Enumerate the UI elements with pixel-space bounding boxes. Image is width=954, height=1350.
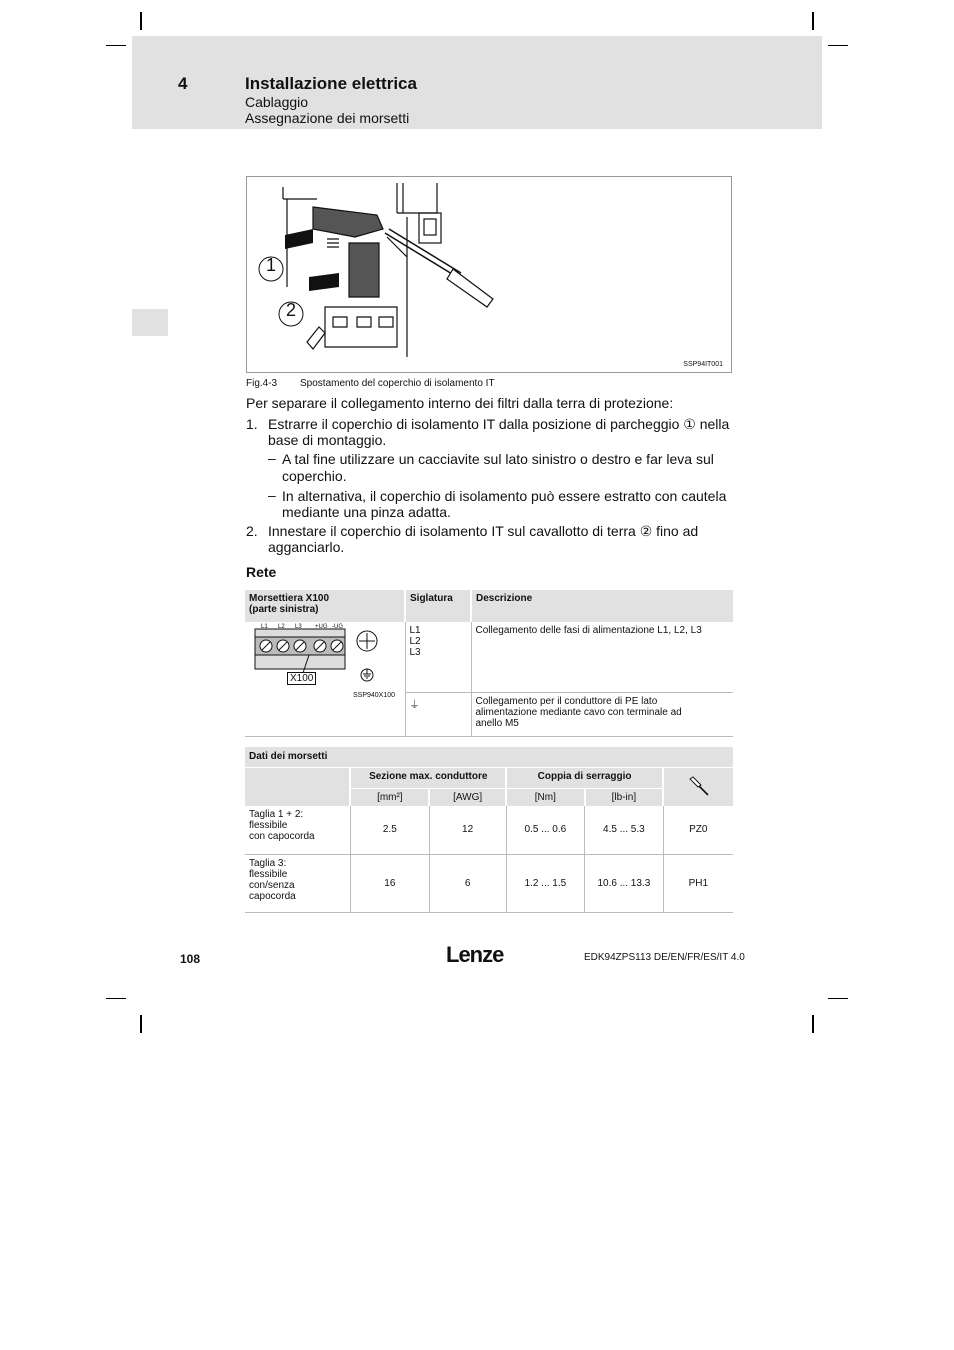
- header-conductor-section: Sezione max. conduttore: [350, 768, 506, 788]
- terminal-image-code: SSP940X100: [353, 692, 396, 699]
- value-lbin: 4.5 ... 5.3: [585, 806, 664, 854]
- step-1-line-2: base di montaggio.: [268, 432, 387, 448]
- description-pe-cell: [471, 692, 733, 736]
- sub-step-2-line-1: In alternativa, il coperchio di isolamento può essere estratto con cautela: [282, 488, 727, 504]
- terminal-label-l1: L1: [261, 624, 268, 630]
- device-drawing: [247, 177, 731, 372]
- crop-mark: [140, 12, 142, 30]
- crop-mark: [812, 12, 814, 30]
- value-nm: 1.2 ... 1.5: [506, 854, 585, 912]
- data-header-empty: [245, 768, 350, 806]
- terminal-label-plus-ug: +UG: [315, 624, 328, 630]
- screwdriver-icon-svg: [688, 775, 710, 797]
- description-pe-line-1: Collegamento per il conduttore di PE lato: [475, 695, 658, 707]
- size-line: Taglia 1 + 2:: [249, 809, 304, 820]
- terminal-image-cell: [245, 622, 405, 736]
- screwdriver-icon: [663, 768, 733, 806]
- marking-pe-cell: [405, 692, 471, 736]
- crop-mark: [106, 998, 126, 999]
- description-cell: Collegamento delle fasi di alimentazione L1, L2, L3: [475, 625, 702, 636]
- dash-bullet: –: [268, 450, 276, 466]
- table-row: [245, 806, 733, 854]
- header-description: Descrizione: [471, 590, 733, 622]
- unit-mm2: [mm²]: [350, 788, 429, 806]
- terminal-data-table: [245, 768, 733, 913]
- callout-2: 2: [285, 300, 296, 320]
- size-cell: [245, 806, 350, 854]
- step-1-line-1: Estrarre il coperchio di isolamento IT dalla posizione di parcheggio ① nella: [268, 416, 730, 432]
- sub-step-2-line-2: mediante una pinza adatta.: [282, 504, 451, 520]
- data-table-title: Dati dei morsetti: [245, 747, 733, 767]
- value-tool: PZ0: [689, 824, 708, 836]
- caption-number: Fig.4-3: [246, 378, 278, 389]
- intro-text: Per separare il collegamento interno dei filtri dalla terra di protezione:: [246, 395, 674, 411]
- sub-step-1-line-2: coperchio.: [282, 468, 347, 484]
- marking-l3: L3: [409, 647, 421, 658]
- header-band: [132, 36, 822, 129]
- crop-mark: [828, 998, 848, 999]
- page-number: 108: [180, 952, 201, 966]
- chapter-title: Installazione elettrica: [245, 74, 417, 93]
- value-awg: 12: [429, 806, 506, 854]
- terminal-label-l3: L3: [295, 624, 302, 630]
- marking-l1: L1: [409, 625, 421, 636]
- marking-cell: [405, 622, 471, 692]
- terminal-label-l2: L2: [278, 624, 285, 630]
- section-title-rete: Rete: [246, 564, 277, 580]
- dash-bullet: –: [268, 487, 276, 503]
- header-terminal: [245, 590, 405, 622]
- size-line: capocorda: [249, 890, 296, 902]
- chapter-number: 4: [178, 74, 188, 93]
- header-tightening-torque: Coppia di serraggio: [506, 768, 663, 788]
- lenze-logo: Lenze: [446, 942, 504, 967]
- figure-illustration: [246, 176, 732, 373]
- header-terminal-line-2: (parte sinistra): [249, 604, 319, 615]
- unit-nm: [Nm]: [506, 788, 585, 806]
- size-cell: [245, 854, 350, 912]
- size-line: flessibile: [249, 820, 288, 831]
- crop-mark: [140, 1015, 142, 1033]
- size-line: flessibile: [249, 868, 288, 880]
- step-2-line-2: agganciarlo.: [268, 539, 345, 555]
- description-pe-line-3: anello M5: [475, 717, 519, 729]
- value-awg: 6: [429, 854, 506, 912]
- terminal-block-drawing: [249, 625, 389, 687]
- terminal-table: [245, 590, 733, 737]
- step-1-number: 1.: [246, 416, 258, 432]
- step-2-number: 2.: [246, 523, 258, 539]
- x100-label: X100: [287, 672, 316, 685]
- description-pe-line-2: alimentazione mediante cavo con terminale ad: [475, 706, 682, 718]
- value-nm: 0.5 ... 0.6: [506, 806, 585, 854]
- value-tool: PH1: [688, 877, 709, 889]
- step-2-line-1: Innestare il coperchio di isolamento IT sul cavallotto di terra ② fino ad: [268, 523, 699, 539]
- caption-text: Spostamento del coperchio di isolamento IT: [300, 378, 495, 389]
- value-mm2: 16: [350, 854, 429, 912]
- size-line: Taglia 3:: [249, 857, 287, 869]
- document-code: EDK94ZPS113 DE/EN/FR/ES/IT 4.0: [584, 952, 745, 963]
- unit-lbin: [lb-in]: [585, 788, 664, 806]
- size-line: con/senza: [249, 879, 295, 891]
- callout-1: 1: [265, 255, 276, 275]
- earth-ground-icon: ⏚: [409, 699, 420, 711]
- sub-step-1-line-1: A tal fine utilizzare un cacciavite sul lato sinistro o destro e far leva sul: [282, 451, 714, 467]
- crop-mark: [812, 1015, 814, 1033]
- size-line: con capocorda: [249, 831, 315, 842]
- figure-code: SSP94IT001: [683, 361, 723, 368]
- header-marking: Siglatura: [405, 590, 471, 622]
- unit-awg: [AWG]: [429, 788, 506, 806]
- section-subtitle-2: Assegnazione dei morsetti: [245, 110, 410, 126]
- figure-caption: [246, 378, 495, 389]
- crop-mark: [106, 45, 126, 46]
- value-mm2: 2.5: [350, 806, 429, 854]
- marking-l2: L2: [409, 636, 421, 647]
- chapter-side-tab: [132, 309, 168, 336]
- section-subtitle: Cablaggio: [245, 94, 309, 110]
- crop-mark: [828, 45, 848, 46]
- table-row: [245, 854, 733, 912]
- value-lbin: 10.6 ... 13.3: [585, 854, 664, 912]
- terminal-label-minus-ug: -UG: [332, 624, 343, 630]
- header-terminal-line-1: Morsettiera X100: [249, 593, 330, 604]
